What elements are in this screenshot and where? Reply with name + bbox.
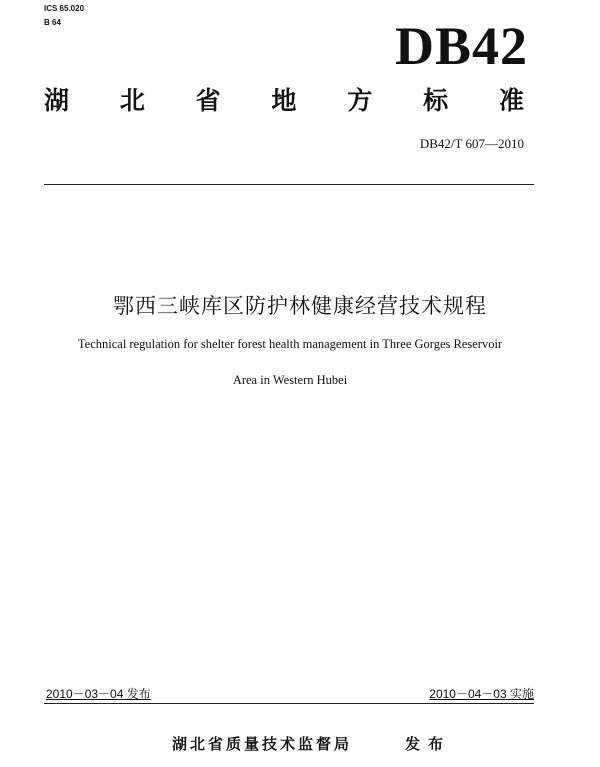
standard-type-char: 方 <box>347 86 373 115</box>
issuing-authority: 湖北省质量技术监督局 <box>172 735 353 753</box>
header-divider <box>44 184 534 185</box>
title-english-line2: Area in Western Hubei <box>232 373 348 387</box>
standard-code: DB42 <box>394 16 528 76</box>
publish-label: 发布 <box>405 735 452 753</box>
ccs-code: B 64 <box>44 18 61 27</box>
implementation-date: 2010－04－03 实施 <box>429 687 534 701</box>
standard-type-char: 省 <box>195 86 221 115</box>
title-chinese: 鄂西三峡库区防护林健康经营技术规程 <box>113 294 487 318</box>
ics-code: ICS 65.020 <box>44 4 85 13</box>
standard-type-char: 地 <box>271 86 297 115</box>
standard-type-char: 北 <box>119 86 145 115</box>
issue-date: 2010－03－04 发布 <box>46 687 151 701</box>
standard-number: DB42/T 607—2010 <box>419 136 524 151</box>
title-english-line1: Technical regulation for shelter forest health management in Three Gorges Reservoir <box>77 337 503 351</box>
standard-type-char: 湖 <box>44 86 70 115</box>
footer-divider <box>44 703 534 704</box>
standard-type-char: 标 <box>423 86 449 115</box>
standard-type <box>44 86 524 116</box>
standard-type-char: 准 <box>498 86 524 115</box>
